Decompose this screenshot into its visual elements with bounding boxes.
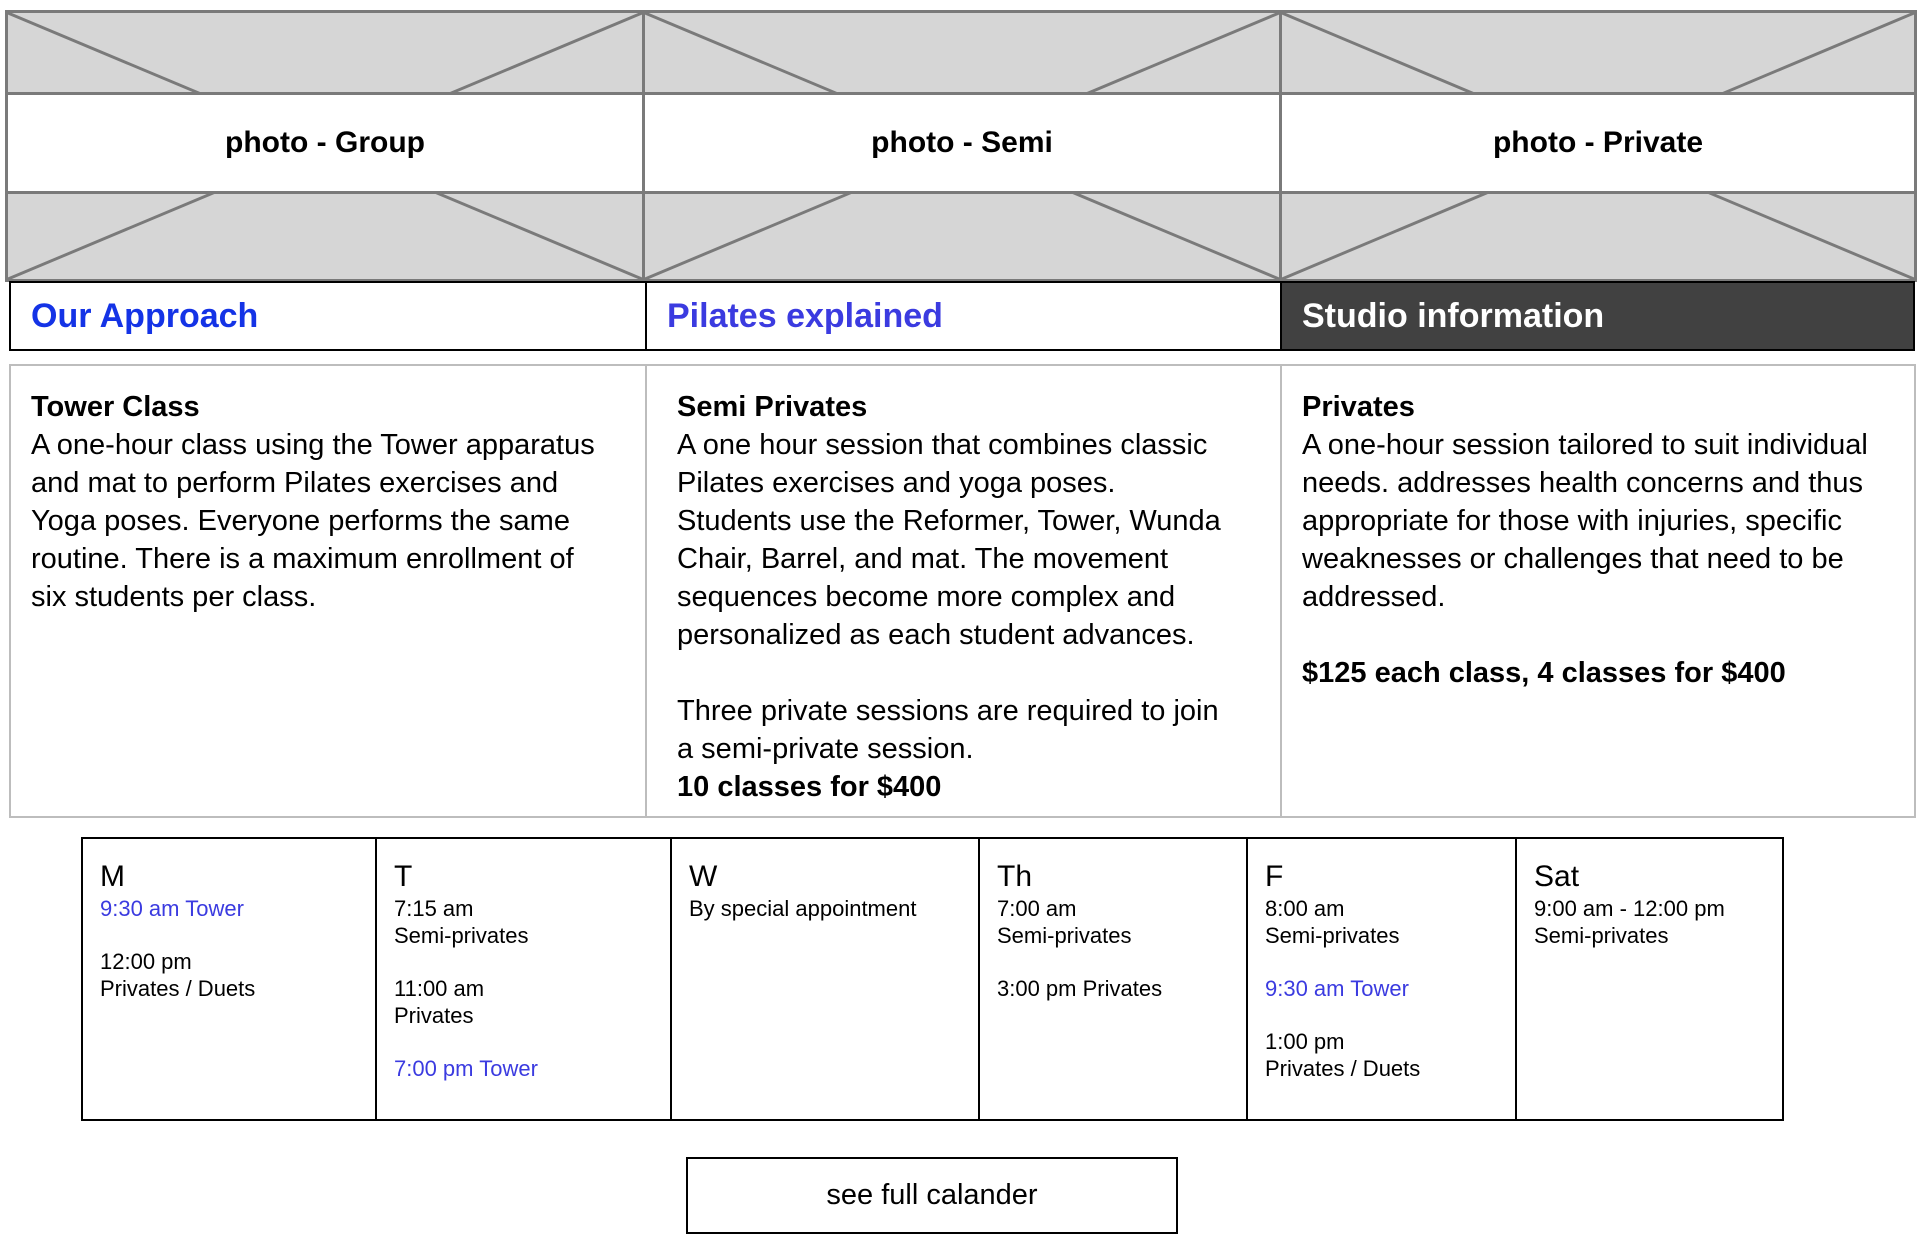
description-line: six students per class. <box>31 581 317 613</box>
description-line: sequences become more complex and <box>677 581 1176 613</box>
description-line: A one hour session that combines classic <box>677 429 1208 461</box>
schedule-entry-link[interactable]: 9:30 am Tower <box>1265 976 1409 1001</box>
description-line: Three private sessions are required to join <box>677 695 1219 727</box>
schedule-entry: Semi-privates <box>394 923 529 948</box>
schedule-day-label: F <box>1265 860 1284 893</box>
schedule-entry: Semi-privates <box>997 923 1132 948</box>
schedule-entry: 7:15 am <box>394 896 474 921</box>
description-title: Semi Privates <box>677 391 868 423</box>
tab-studio-information[interactable]: Studio information <box>1280 281 1915 351</box>
schedule-day-label: W <box>689 860 718 893</box>
description-line: needs. addresses health concerns and thus <box>1302 467 1864 499</box>
description-line: weaknesses or challenges that need to be <box>1302 543 1844 575</box>
tab-pilates-explained[interactable]: Pilates explained <box>645 281 1282 351</box>
schedule-entry: 11:00 am <box>394 976 485 1001</box>
schedule-entry: 1:00 pm <box>1265 1029 1345 1054</box>
schedule-day-tuesday <box>375 837 672 1121</box>
description-tower-class <box>9 364 647 818</box>
description-price: $125 each class, 4 classes for $400 <box>1302 657 1786 689</box>
description-line: Students use the Reformer, Tower, Wunda <box>677 505 1221 537</box>
tab-our-approach[interactable]: Our Approach <box>9 281 647 351</box>
description-title: Privates <box>1302 391 1415 423</box>
schedule-entry: 9:00 am - 12:00 pm <box>1534 896 1725 921</box>
description-line: A one-hour class using the Tower apparatus <box>31 429 595 461</box>
photo-label: photo - Private <box>1282 92 1914 194</box>
description-line: personalized as each student advances. <box>677 619 1195 651</box>
description-line: appropriate for those with injuries, specific <box>1302 505 1842 537</box>
photo-label: photo - Group <box>8 92 642 194</box>
schedule-day-monday <box>81 837 377 1121</box>
schedule-day-wednesday <box>670 837 980 1121</box>
schedule-day-label: Sat <box>1534 860 1580 893</box>
schedule-entry: 7:00 am <box>997 896 1077 921</box>
description-privates <box>1280 364 1916 818</box>
schedule-entry: Privates / Duets <box>100 976 256 1001</box>
schedule-entry: Privates <box>394 1003 474 1028</box>
photo-placeholder-semi <box>642 10 1282 282</box>
schedule-entry: 12:00 pm <box>100 949 192 974</box>
description-line: A one-hour session tailored to suit individual <box>1302 429 1868 461</box>
description-line: Pilates exercises and yoga poses. <box>677 467 1116 499</box>
description-line: a semi-private session. <box>677 733 974 765</box>
description-semi-privates <box>645 364 1282 818</box>
schedule-day-label: Th <box>997 860 1033 893</box>
schedule-entry-link[interactable]: 9:30 am Tower <box>100 896 244 921</box>
schedule-entry: Semi-privates <box>1534 923 1669 948</box>
description-price: 10 classes for $400 <box>677 771 942 803</box>
description-line: Yoga poses. Everyone performs the same <box>31 505 570 537</box>
schedule-day-label: M <box>100 860 125 893</box>
see-full-calendar-button[interactable]: see full calander <box>686 1157 1178 1234</box>
photo-label: photo - Semi <box>645 92 1279 194</box>
schedule-entry: 3:00 pm Privates <box>997 976 1163 1001</box>
schedule-entry: By special appointment <box>689 896 917 921</box>
schedule-entry: Semi-privates <box>1265 923 1400 948</box>
description-line: routine. There is a maximum enrollment of <box>31 543 574 575</box>
description-line: Chair, Barrel, and mat. The movement <box>677 543 1169 575</box>
schedule-day-saturday <box>1515 837 1784 1121</box>
schedule-entry-link[interactable]: 7:00 pm Tower <box>394 1056 538 1081</box>
schedule-entry: Privates / Duets <box>1265 1056 1421 1081</box>
description-line: and mat to perform Pilates exercises and <box>31 467 559 499</box>
description-title: Tower Class <box>31 391 200 423</box>
description-line: addressed. <box>1302 581 1446 613</box>
schedule-day-thursday <box>978 837 1248 1121</box>
schedule-entry: 8:00 am <box>1265 896 1345 921</box>
photo-placeholder-private <box>1279 10 1917 282</box>
schedule-day-label: T <box>394 860 413 893</box>
schedule-day-friday <box>1246 837 1517 1121</box>
photo-placeholder-group <box>5 10 645 282</box>
